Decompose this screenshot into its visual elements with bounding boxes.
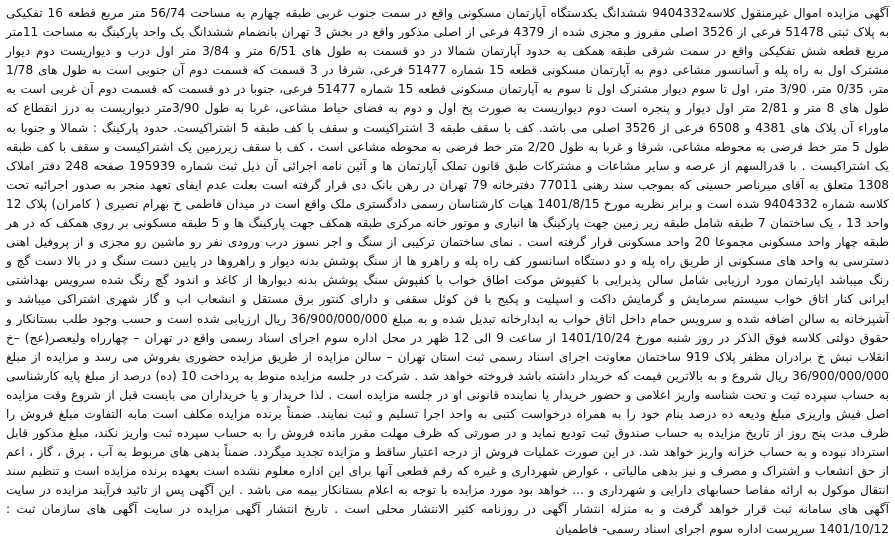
auction-notice-text: آگهی مزایده اموال غیرمنقول کلاسه9404332 ششدانگ یکدستگاه آپارتمان مسکونی واقع در سمت جنوب غربی طبقه چهارم به مساحت 56/74 متر مربع قطعه 16 تفکیکی به پلاک ثبتی 51478 فرعی از 3526 اصلی مفروز و مجزی شده از 4379 فرعی از اصلی مذکور واقع در بخش 3 تهران بانضمام ششدانگ یک واحد پارکینگ به مساحت 11متر مربع قطعه شش تفکیکی واقع در سمت شرقی طبقه همکف به حدود آپارتمان شمالا در دو قسمت به طول های 6/51 متر و 3/84 متر اول درب و دیواریست دوم دیوار مشترک اول به راه پله و آسانسور مشاعی دوم به آپارتمان مسکونی قطعه 15 شماره 51477 فرعی، شرقا در 3 قسمت که قسمت دوم آن جنوبی است به طول های 1/78 متر، 0/35 متر، 3/90 متر، اول تا سوم دیوار مشترک اول تا سوم به آپارتمان مسکونی قطعه 15 شماره 51477 فرعی، جنوبا در دو قسمت که قسمت دوم آن غربی است به طول های 8 متر و 2/81 متر اول دیوار و پنجره است دوم دیواریست به صورت پخ اول و دوم به فضای حیاط مشاعی، غربا به طول 3/90متر دیواریست به درز انقطاع که ماوراء آن پلاک های 4381 و 6508 فرعی از 3526 اصلی می باشد. کف با سقف طبقه 3 اشتراکیست و سقف با کف طبقه 5 اشتراکیست. حدود پارکینگ : شمالا و جنوبا به طول 5 متر خط فرضی به محوطه مشاعی، شرقا و غربا به طول 2/20 متر خط فرضی به محوطه مشاعی است ، کف با سقف زیرزمین یک اشتراکیست و سقف با کف طبقه یک اشتراکیست . با قدرالسهم از عرصه و سایر مشاعات و مشترکات طبق قانون تملک آپارتمان ها و آئین نامه اجرائی آن ذیل ثبت شماره 195939 صفحه 248 دفتر املاک 1308 متعلق به آقای میرناصر حسینی که بموجب سند رهنی 77011 دفترخانه 79 تهران در رهن بانک دی قرار گرفته است بعلت عدم ایفای تعهد منجر به صدور اجرائیه تحت کلاسه شماره 9404332 شده است و برابر نظریه مورخ 1401/8/15 هیات کارشناسان رسمی دادگستری ملک واقع است در میدان فاطمی خ بهرام نصیری ( کامران) پلاک 12 واحد 13 ، یک ساختمان 7 طبقه شامل طبقه زیر زمین جهت پارکینگ ها انباری و موتور خانه مرکزی طبقه همکف جهت پارکینگ ها و 5 طبقه مسکونی بر روی همکف که در هر طبقه چهار واحد مسکونی مجموعا 20 واحد مسکونی قرار گرفته است . نمای ساختمان ترکیبی از سنگ و اجر نسوز درب ورودی نفر رو ماشین رو مجزی و از پروفیل اهنی دسترسی به واحد های مسکونی از طریق راه پله و دو دستگاه اسانسور کف راه پله و راهرو ها از سنگ پوشش بدنه دیوار و راهروها در پایین دست سنگ و در بالا دست گچ و رنگ میباشد اپارتمان مورد ارزیابی شامل سالن پذیرایی با کفپوش موکت اطاق خواب با کفپوش سنگ پوشش بدنه دیوارها از کاغذ و اندود گچ رنگ شده سرویس بهداشتی ایرانی کنار اتاق خواب سیستم سرمایش و گرمایش داکت و اسپلیت و پکیج با فن کوئل سقفی و دارای کنتور برق مستقل و انشعاب اب و گاز شهری اشتراکی میباشد و آشپزخانه به سالن اضافه شده و سرویس حمام داخل اتاق خواب به ابدارخانه تبدیل شده و به مبلغ 36/900/000/000 ریال ارزیابی شده است و حسب وجود طلب بستانکار و حقوق دولتی کلاسه فوق الذکر در روز شنبه مورخ 1401/10/24 از ساعت 9 الی 12 ظهر در محل اداره سوم اجرای اسناد رسمی واقع در تهران – چهارراه ولیعصر(عج) –خ انقلاب نبش خ برادران مظفر پلاک 919 ساختمان معاونت اجرای اسناد رسمی ثبت استان تهران – سالن مزایده از طریق مزایده حضوری بفروش می رسد و مزایده از مبلغ 36/900/000/000 ریال شروع و به بالاترین قیمت که خریدار داشته باشد فروخته خواهد شد . شرکت در جلسه مزایده منوط به پرداخت 10 (ده) درصد از مبلغ پایه کارشناسی به حساب سپرده ثبت و تحت شناسه واریز اعلامی و حضور خریدار یا نماینده قانونی او در جلسه مزایده است . لذا خریدار و یا خریداران می بایست قبل از شروع وقت مزایده اصل فیش واریزی مبلغ ودیعه ده درصد بنام خود را به همراه درخواست کتبی به واحد اجرا تسلیم و ثبت نمایند. ضمناً برنده مزایده مکلف است مابه التفاوت مبلغ فروش را ظرف مدت پنج روز از تاریخ مزایده به حساب صندوق ثبت تودیع نماید و در صورتی که ظرف مهلت مقرر مانده فروش را به حساب سپرده ثبت واریز نکند، مبلغ مذکور قابل استرداد نبوده و به حساب خزانه واریز خواهد شد. در این صورت عملیات فروش از درجه اعتبار ساقط و مزایده تجدید میگردد. ضمناً بدهی های مربوط به آب ، برق ، گاز ، اعم از حق انشعاب و اشتراک و مصرف و نیز بدهی مالیاتی ، عوارض شهرداری و غیره که رقم قطعی آنها برای این اداره معلوم نشده است بعهده برنده مزایده است و تنظیم سند انتقال موکول به ارائه مفاصا حسابهای دارایی و شهرداری و ... خواهد بود مورد مزایده با توجه به اعلام بستانکار بیمه می باشد . این آگهی پس از تائید فرآیند مزایده در سایت آگهی های سامانه ثبت قرار خواهد گرفت و به منزله انتشار آگهی در روزنامه کثیر الانتشار محلی است . تاریخ انتشار آگهی مزایده در سایت آگهی های سازمان ثبت : 1401/10/12 سرپرست اداره سوم اجرای اسناد رسمی- فاطمیان xyxy=(6,6,890,536)
